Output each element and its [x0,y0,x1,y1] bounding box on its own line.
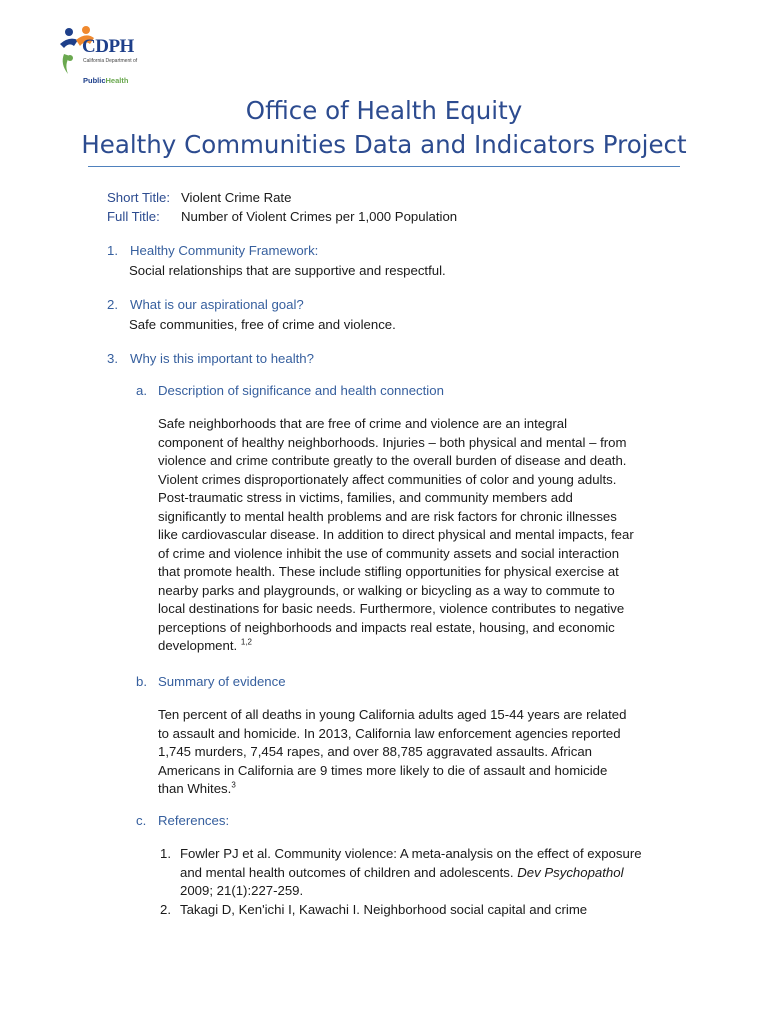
subsection-a-letter: a. [136,383,147,398]
paragraph-line: Americans in California are 9 times more likely to die of assault and homicide [158,762,608,778]
paragraph-line: Post-traumatic stress in victims, families, and community members add [158,490,573,505]
paragraph-last-line [158,637,670,656]
journal-name: Dev Psychopathol [517,864,624,880]
section-1-number: 1. [107,243,118,258]
paragraph-line: violence and crime contribute greatly to the overall burden of disease and death. [158,453,627,468]
full-title-value: Number of Violent Crimes per 1,000 Population [181,209,458,224]
logo-subtitle: California Department of [83,58,138,64]
reference-text: and mental health outcomes of children and adolescents. [180,864,518,880]
section-2-number: 2. [107,297,118,312]
logo-public: Public [83,76,106,85]
reference-number: 2. [160,902,171,917]
subsection-c-letter: c. [136,813,147,828]
reference-text-line2 [180,864,624,883]
subsection-b-letter: b. [136,674,147,689]
paragraph-line: Safe neighborhoods that are free of crime and violence are an integral [158,416,568,431]
section-3-number: 3. [107,351,118,366]
section-1-heading: Healthy Community Framework: [130,243,319,258]
paragraph-text: development. [158,638,241,653]
paragraph-line: perceptions of neighborhoods and impacts real estate, housing, and economic [158,619,615,635]
subsection-a-heading: Description of significance and health connection [158,383,444,398]
paragraph-line: Ten percent of all deaths in young California adults aged 15-44 years are related [158,707,627,722]
page-title-line1: Office of Health Equity [245,96,523,125]
page-title-line2: Healthy Communities Data and Indicators Project [81,130,687,159]
paragraph-line: to assault and homicide. In 2013, California law enforcement agencies reported [158,725,621,741]
reference-number: 1. [160,846,171,861]
subsection-c-heading: References: [158,813,230,828]
section-3-heading: Why is this important to health? [130,351,314,366]
significance-paragraph [158,415,670,656]
paragraph-line: like cardiovascular disease. In addition to direct physical and mental impacts, fear [158,527,634,542]
reference-text: Takagi D, Ken'ichi I, Kawachi I. Neighborhood social capital and crime [180,902,588,917]
logo-abbreviation: CDPH [82,36,134,57]
paragraph-line: component of healthy neighborhoods. Injuries – both physical and mental – from [158,434,627,450]
paragraph-last-line [158,780,670,799]
reference-text: Fowler PJ et al. Community violence: A meta-analysis on the effect of exposure [180,846,642,861]
evidence-paragraph [158,706,670,799]
title-divider [88,166,680,167]
reference-item-1 [160,845,672,905]
citation-superscript: 3 [231,780,236,790]
paragraph-line: significantly to mental health problems and are risk factors for chronic illnesses [158,508,617,524]
paragraph-line: that promote health. These include stifling opportunities for physical exercise at [158,564,619,579]
paragraph-line: nearby parks and playgrounds, or walking or bicycling as a way to commute to [158,582,615,598]
short-title-value: Violent Crime Rate [181,190,292,205]
paragraph-line: local destinations for basic needs. Furthermore, violence contributes to negative [158,601,625,616]
subsection-b-heading: Summary of evidence [158,674,286,689]
reference-text: 2009; 21(1):227-259. [180,883,304,898]
section-2-body: Safe communities, free of crime and violence. [129,317,396,332]
reference-item-2 [160,901,672,921]
paragraph-text: than Whites. [158,781,232,796]
paragraph-line: 1,745 murders, 7,454 rapes, and over 88,785 aggravated assaults. African [158,744,592,759]
logo-public-health [83,76,128,85]
paragraph-line: Violent crimes disproportionately affect communities of color and young adults. [158,471,617,487]
section-1-body: Social relationships that are supportive and respectful. [129,263,446,278]
section-2-heading: What is our aspirational goal? [130,297,304,312]
citation-superscript: 1,2 [240,637,252,647]
full-title-label: Full Title: [107,209,160,224]
paragraph-line: of crime and violence inhibit the use of community assets and social interaction [158,545,620,561]
logo-health: Health [105,76,129,85]
short-title-label: Short Title: [107,190,171,205]
